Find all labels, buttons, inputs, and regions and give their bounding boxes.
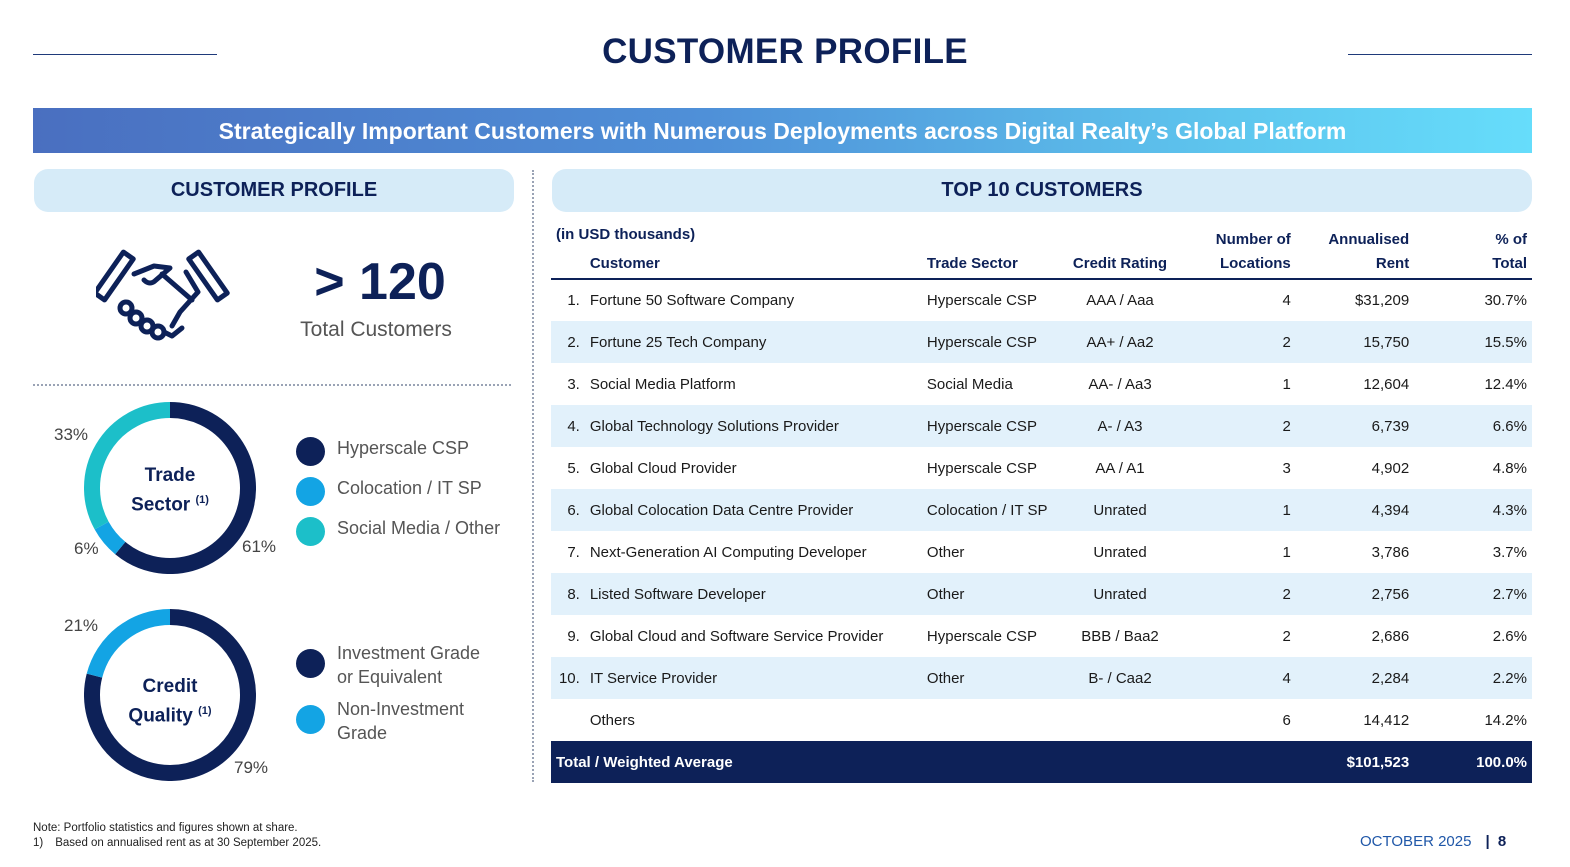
row-index	[551, 699, 585, 741]
row-pct: 4.3%	[1492, 501, 1527, 519]
row-customer: Next-Generation AI Computing Developer	[589, 543, 867, 561]
table-row	[551, 489, 1532, 531]
total-customers-label: Total Customers	[300, 318, 452, 341]
footnote-1-text: Based on annualised rent as at 30 September 2025.	[55, 837, 322, 849]
page-title: CUSTOMER PROFILE	[602, 32, 968, 71]
header-locations-line1: Number of	[1215, 231, 1291, 248]
row-locations: 2	[1282, 333, 1291, 351]
header-trade-sector: Trade Sector	[922, 248, 1059, 279]
row-locations: 2	[1282, 585, 1291, 603]
row-index: 5.	[567, 459, 580, 477]
legend-investment-line2: or Equivalent	[337, 667, 443, 687]
top-10-customers-heading: TOP 10 CUSTOMERS	[552, 169, 1532, 212]
units-note: (in USD thousands)	[556, 225, 696, 243]
row-rent: 15,750	[1363, 333, 1410, 351]
row-customer: Global Colocation Data Centre Provider	[589, 501, 854, 519]
row-pct: 12.4%	[1484, 375, 1527, 393]
row-rating: AA / A1	[1095, 459, 1145, 477]
legend-non-investment-line2: Grade	[337, 723, 388, 743]
row-customer: Listed Software Developer	[589, 585, 766, 603]
header-credit-rating: Credit Rating	[1059, 248, 1182, 279]
title-rule-right	[1348, 54, 1532, 55]
row-customer: Social Media Platform	[589, 375, 736, 393]
legend-social	[296, 516, 500, 546]
row-customer: Fortune 50 Software Company	[589, 292, 795, 309]
row-sector: Colocation / IT SP	[926, 501, 1048, 519]
row-index: 6.	[567, 501, 580, 519]
row-index: 2.	[567, 333, 580, 351]
table-row	[551, 447, 1532, 489]
row-rating: Unrated	[1093, 501, 1147, 519]
credit-pct-non-investment: 21%	[64, 616, 99, 635]
row-locations: 2	[1282, 417, 1291, 435]
footer	[1360, 833, 1506, 850]
banner: Strategically Important Customers with Numerous Deployments across Digital Realty’s Global Platform	[33, 108, 1532, 153]
row-locations: 4	[1282, 292, 1291, 309]
legend-non-investment-grade	[296, 697, 464, 745]
row-pct: 3.7%	[1492, 543, 1527, 561]
row-index: 7.	[567, 543, 580, 561]
row-pct: 4.8%	[1492, 459, 1527, 477]
footer-separator: |	[1485, 833, 1490, 850]
page-number: 8	[1497, 833, 1507, 850]
row-pct: 30.7%	[1484, 292, 1527, 309]
trade-pct-social: 33%	[54, 425, 89, 444]
legend-hyperscale	[296, 436, 469, 466]
row-rent: 12,604	[1363, 375, 1410, 393]
row-rent: 2,756	[1371, 585, 1410, 603]
credit-quality-segment-1	[94, 617, 170, 676]
total-customers-value: > 120	[314, 253, 446, 311]
row-locations: 3	[1282, 459, 1291, 477]
row-rent: 2,686	[1371, 627, 1410, 645]
table-row	[551, 531, 1532, 573]
row-sector: Other	[926, 585, 965, 603]
row-rating: A- / A3	[1097, 417, 1143, 435]
top-10-customers-table	[551, 220, 1532, 783]
legend-label-social: Social Media / Other	[337, 518, 501, 538]
row-rent: 4,394	[1371, 501, 1410, 519]
horizontal-divider	[33, 384, 511, 386]
row-pct: 14.2%	[1484, 711, 1527, 729]
table-row	[551, 321, 1532, 363]
row-locations: 2	[1282, 627, 1291, 645]
legend-non-investment-line1: Non-Investment	[337, 699, 465, 719]
row-rating: AAA / Aaa	[1086, 292, 1154, 309]
total-pct: 100.0%	[1476, 753, 1527, 771]
row-customer: Global Cloud Provider	[589, 459, 737, 477]
credit-quality-center-line1: Credit	[142, 676, 198, 697]
total-rent: $101,523	[1346, 753, 1410, 771]
table-row	[551, 615, 1532, 657]
row-sector: Social Media	[926, 375, 1013, 393]
credit-quality-center-label	[110, 674, 230, 728]
footnote-1	[33, 837, 321, 849]
row-pct: 2.7%	[1492, 585, 1527, 603]
vertical-divider	[532, 170, 534, 782]
table-header-row-2	[551, 248, 1532, 279]
row-customer: IT Service Provider	[589, 669, 718, 687]
row-locations: 4	[1282, 669, 1291, 687]
row-pct: 6.6%	[1492, 417, 1527, 435]
customer-profile-heading: CUSTOMER PROFILE	[34, 169, 514, 212]
trade-pct-hyperscale: 61%	[242, 537, 277, 556]
credit-quality-center-line2: Quality	[128, 705, 193, 727]
handshake-icon	[96, 248, 230, 344]
table-header-row-1	[551, 220, 1532, 248]
row-index: 9.	[567, 627, 580, 645]
footnote-note: Note: Portfolio statistics and figures shown at share.	[33, 822, 298, 834]
row-pct: 2.6%	[1492, 627, 1527, 645]
legend-investment-grade	[296, 641, 480, 689]
row-rent: 3,786	[1371, 543, 1410, 561]
table-row	[551, 657, 1532, 699]
credit-quality-footnote-marker: (1)	[198, 705, 212, 717]
legend-investment-line1: Investment Grade	[337, 643, 481, 663]
trade-sector-center-label	[110, 463, 230, 517]
row-sector	[922, 699, 1059, 741]
legend-label-investment-grade	[337, 641, 480, 689]
header-customer: Customer	[585, 248, 922, 279]
row-sector: Hyperscale CSP	[926, 459, 1037, 477]
row-sector: Hyperscale CSP	[926, 292, 1037, 309]
row-customer: Global Cloud and Software Service Provider	[589, 627, 884, 645]
row-index: 3.	[567, 375, 580, 393]
trade-sector-center-line1: Trade	[144, 465, 196, 486]
legend-label-non-investment-grade	[337, 697, 464, 745]
table-row-others	[551, 699, 1532, 741]
row-index: 10.	[558, 669, 580, 687]
table-row	[551, 363, 1532, 405]
row-rating: AA- / Aa3	[1088, 375, 1152, 393]
footer-date: OCTOBER 2025	[1360, 833, 1472, 850]
legend-dot-colocation	[296, 477, 325, 506]
header-index	[551, 248, 585, 279]
legend-dot-non-investment-grade	[296, 705, 325, 734]
row-rating	[1059, 699, 1182, 741]
credit-pct-investment: 79%	[234, 758, 269, 777]
header-pct-line2: Total	[1414, 248, 1532, 279]
row-rating: AA+ / Aa2	[1086, 333, 1154, 351]
row-sector: Other	[926, 669, 965, 687]
row-locations: 6	[1282, 711, 1291, 729]
row-rent: $31,209	[1354, 292, 1410, 309]
row-customer: Global Technology Solutions Provider	[589, 417, 839, 435]
trade-sector-segment-1	[102, 526, 121, 549]
row-index: 4.	[567, 417, 580, 435]
row-rating: Unrated	[1093, 585, 1147, 603]
row-rent: 2,284	[1371, 669, 1410, 687]
row-pct: 2.2%	[1492, 669, 1527, 687]
legend-label-colocation: Colocation / IT SP	[337, 478, 482, 498]
legend-label-hyperscale: Hyperscale CSP	[337, 438, 470, 458]
row-rent: 4,902	[1371, 459, 1410, 477]
table-row	[551, 279, 1532, 321]
legend-dot-hyperscale	[296, 437, 325, 466]
row-sector: Hyperscale CSP	[926, 333, 1037, 351]
table-row	[551, 405, 1532, 447]
trade-pct-colocation: 6%	[74, 539, 99, 558]
header-rent-line2: Rent	[1296, 248, 1414, 279]
row-locations: 1	[1282, 501, 1291, 519]
row-rating: BBB / Baa2	[1081, 627, 1159, 645]
total-label: Total / Weighted Average	[556, 753, 733, 771]
row-rent: 6,739	[1371, 417, 1410, 435]
trade-sector-footnote-marker: (1)	[195, 494, 209, 506]
table-row	[551, 573, 1532, 615]
row-pct: 15.5%	[1484, 333, 1527, 351]
footnote-1-marker: 1)	[33, 837, 44, 849]
trade-sector-center-line2: Sector	[131, 494, 191, 516]
legend-dot-investment-grade	[296, 649, 325, 678]
header-locations-line2: Locations	[1181, 248, 1295, 279]
table-total-row	[551, 741, 1532, 783]
row-rating: Unrated	[1093, 543, 1147, 561]
row-customer: Others	[589, 711, 635, 729]
header-pct-line1: % of	[1495, 231, 1527, 248]
row-index: 1.	[567, 292, 580, 309]
row-sector: Hyperscale CSP	[926, 627, 1037, 645]
row-sector: Hyperscale CSP	[926, 417, 1037, 435]
legend-colocation	[296, 476, 482, 506]
row-rating: B- / Caa2	[1088, 669, 1152, 687]
header-rent-line1: Annualised	[1328, 231, 1410, 248]
row-locations: 1	[1282, 375, 1291, 393]
row-locations: 1	[1282, 543, 1291, 561]
row-index: 8.	[567, 585, 580, 603]
row-customer: Fortune 25 Tech Company	[589, 333, 767, 351]
row-sector: Other	[926, 543, 965, 561]
legend-dot-social	[296, 517, 325, 546]
row-rent: 14,412	[1363, 711, 1410, 729]
